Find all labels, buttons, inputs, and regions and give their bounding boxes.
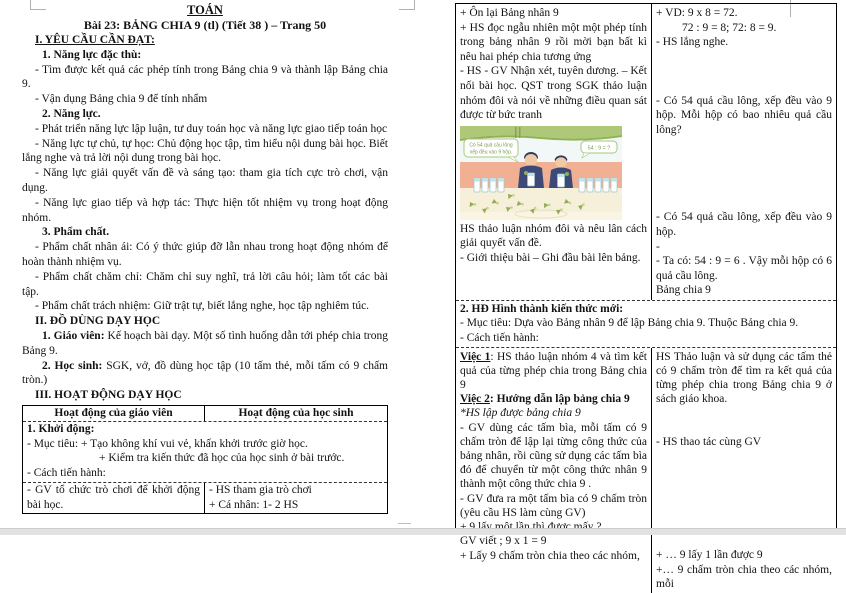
student-line: - HS tham gia trò chơi [209, 483, 312, 496]
activity-goal-2: + Kiểm tra kiến thức đã học của học sinh ở bài trước. [99, 452, 345, 465]
doc-paragraph: - Vận dụng Bảng chia 9 để tính nhẩm [35, 93, 208, 106]
blank-line [656, 137, 832, 152]
doc-paragraph-hoc-sinh [22, 359, 388, 389]
table-row-section-2 [456, 301, 836, 348]
activity-method: - Cách tiến hành: [460, 332, 539, 345]
student-line: - HS lắng nghe. [656, 36, 729, 49]
bubble-text: xếp đều vào 9 hộp. [469, 149, 513, 156]
student-line: - Có 54 quả cầu lông, xếp đều vào 9 hộp. Mỗi hộp có bao nhiêu quả cầu lông? [656, 94, 832, 136]
blank-line [656, 492, 832, 506]
doc-paragraph-giao-vien [22, 329, 388, 359]
page-1[interactable] [22, 3, 388, 514]
section-3-heading: III. HOẠT ĐỘNG DẠY HỌC [35, 389, 182, 402]
activity-goal: - Mục tiêu: Dựa vào Bảng nhân 9 để lập Bảng chia 9. Thuộc Bảng chia 9. [460, 317, 799, 330]
teacher-line: - GV đưa ra một tấm bìa có 9 chấm tròn (yêu cầu HS làm cùng GV) [460, 492, 647, 519]
page-2[interactable] [455, 3, 837, 590]
text-boundary-mark-bottom-mid [398, 523, 411, 524]
student-line: - Có 54 quả cầu lông, xếp đều vào 9 hộp. [656, 211, 832, 238]
student-line: - HS thao tác cùng GV [656, 435, 762, 448]
doc-subtitle: Bài 23: BẢNG CHIA 9 (tl) (Tiết 38 ) – Trang 50 [83, 18, 327, 32]
teacher-line: + HS đọc ngẫu nhiên một một phép tính trong bảng nhân 9 rồi mời bạn bất kì nêu hai phép chia tương ứng [460, 21, 647, 63]
teacher-line: + Lấy 9 chấm tròn chia theo các nhóm, [460, 549, 640, 562]
table-row-viec [456, 348, 836, 593]
blank-line [656, 463, 832, 477]
viec1-label: Việc 1 [460, 350, 491, 363]
student-line: + … 9 lấy 1 lần được 9 [656, 549, 763, 562]
blank-line [656, 50, 832, 65]
blank-line [656, 167, 832, 182]
table-row [23, 483, 387, 513]
blank-line [656, 64, 832, 79]
paragraph-rest: SGK, vở, đồ dùng học tập (10 tấm thẻ, mỗi tấm có 9 chấm tròn.) [22, 359, 388, 387]
shuttlecock-tubes-right [579, 178, 617, 192]
doc-paragraph: - Năng lực tự chủ, tự học: Chủ động học tập, tìm hiểu nội dung bài học. Biết lắng nghe và trả lời nội dung trong bài học. [22, 137, 388, 165]
doc-paragraph: - Phẩm chất chăm chỉ: Chăm chỉ suy nghĩ, trả lời câu hỏi; làm tốt các bài tập. [22, 270, 388, 298]
blank-line [656, 477, 832, 491]
doc-paragraph: - Tìm được kết quả các phép tính trong Bảng chia 9 và thành lập Bảng chia 9. [22, 63, 388, 91]
teacher-line: - Giới thiệu bài – Ghi đầu bài lên bảng. [460, 251, 641, 264]
header-cell-student: Hoạt động của học sinh [238, 406, 354, 419]
textbook-illustration [460, 126, 622, 220]
blank-line [656, 449, 832, 463]
teacher-line-viec2 [460, 392, 647, 406]
teacher-line: - HS - GV Nhận xét, tuyên dương. – Kết nối bài học. QST trong SGK thảo luận nhóm đôi và nói về những điều quan sát được từ bức tranh [460, 65, 647, 122]
header-cell-teacher: Hoạt động của giáo viên [23, 406, 205, 421]
teacher-line: - GV dùng các tấm bìa, mỗi tấm có 9 chấm tròn để lập lại từng công thức của bảng nhân, rồi cũng sử dụng các tấm bìa đó để chuyển từ một công thức nhân 9 thành một công thức chia 9 . [460, 421, 647, 491]
bubble-text: Có 54 quả cầu lông [469, 142, 513, 149]
student-cell [652, 348, 836, 593]
doc-paragraph: - Năng lực giải quyết vấn đề và sáng tạo: tham gia tích cực trò chơi, vận dụng. [22, 167, 388, 194]
viec2-label: Việc 2 [460, 393, 490, 406]
section-2-heading: II. ĐỒ DÙNG DẠY HỌC [35, 315, 161, 328]
doc-paragraph: - Phát triển năng lực lập luận, tư duy toán học và năng lực giao tiếp toán học [35, 122, 388, 135]
doc-title: TOÁN [187, 3, 223, 17]
blank-line [656, 152, 832, 167]
student-line: HS Thảo luận và sử dụng các tấm thẻ có 9 chấm tròn để tìm ra kết quả của từng phép chia trong Bảng chia 9 ở sách giáo khoa. [656, 350, 832, 406]
table-row-warmup-continuation [456, 4, 836, 301]
doc-paragraph: - Năng lực giao tiếp và hợp tác: Thực hiện tốt nhiệm vụ trong hoạt động nhóm. [22, 196, 388, 224]
blank-line [656, 181, 832, 196]
student-cell [205, 483, 387, 513]
student-cell [652, 4, 836, 300]
text-boundary-mark-top-right [399, 0, 415, 10]
doc-paragraph: - Phẩm chất trách nhiệm: Giữ trật tự, biết lắng nghe, học tập nghiêm túc. [35, 300, 370, 313]
subheading-pham-chat: 3. Phẩm chất. [42, 226, 110, 239]
activity-title: 1. Khởi động: [27, 422, 95, 435]
student-line: 72 : 9 = 8; 72: 8 = 9. [682, 21, 777, 34]
student-line: - Ta có: 54 : 9 = 6 . Vậy mỗi hộp có 6 quả cầu lông. [656, 255, 832, 282]
viec2-text: : Hướng dẫn lập bảng chia 9 [489, 393, 630, 406]
activity-goal: - Mục tiêu: + Tạo không khí vui vẻ, khấn khởi trước giờ học. [27, 437, 308, 450]
teacher-line: HS thảo luận nhóm đôi và nêu lân cách giải quyết vấn đề. [460, 222, 647, 250]
blank-line [656, 196, 832, 211]
table-row-khoi-dong [23, 422, 387, 483]
teacher-line: GV viết ; 9 x 1 = 9 [460, 535, 547, 548]
student-line: Bảng chia 9 [656, 284, 711, 297]
paragraph-lead: 2. Học sinh: [42, 359, 103, 372]
blank-line [656, 506, 832, 520]
blank-line [656, 406, 832, 420]
teacher-note: *HS lập được bảng chia 9 [460, 407, 581, 420]
activity-method: - Cách tiến hành: [27, 467, 106, 480]
student-line: +… 9 chấm tròn chia theo các nhóm, mỗi [656, 563, 832, 590]
blank-line [656, 79, 832, 94]
teacher-line: + Ôn lại Bảng nhân 9 [460, 7, 559, 19]
doc-paragraph: - Phẩm chất nhân ái: Có ý thức giúp đỡ lẫn nhau trong hoạt động nhóm để hoàn thành nhiệm vụ. [22, 241, 388, 268]
blank-line [656, 421, 832, 435]
section-1-heading: I. YÊU CẦU CẦN ĐẠT: [35, 34, 155, 46]
blank-line [656, 534, 832, 548]
subheading-nang-luc-dac-thu: 1. Năng lực đặc thù: [42, 48, 142, 61]
window-bottom-bar [0, 528, 846, 535]
paragraph-lead: 1. Giáo viên: [42, 329, 105, 342]
activity-title: 2. HĐ Hình thành kiến thức mới: [460, 302, 624, 315]
student-line: + Cá nhân: 1- 2 HS [209, 498, 299, 511]
student-line: - [656, 240, 660, 253]
table-header-row [23, 406, 387, 422]
teacher-cell [456, 348, 652, 593]
viec1-text: : HS thảo luận nhóm 4 và tìm kết quả của từng phép chia trong Bảng chia 9 [460, 350, 647, 392]
teacher-line-viec1 [460, 350, 647, 393]
student-line: + VD: 9 x 8 = 72. [656, 7, 738, 19]
teacher-cell [456, 4, 652, 300]
bubble-text: 54 : 9 = ? [587, 145, 611, 152]
activities-table [22, 405, 388, 514]
subheading-nang-luc: 2. Năng lực. [42, 107, 101, 120]
paragraph-rest: Kế hoạch bài dạy. Một số tình huống dẫn tới phép chia trong Bảng 9. [22, 329, 388, 357]
teacher-cell: - GV tổ chức trò chơi để khởi động bài học. [23, 483, 205, 513]
